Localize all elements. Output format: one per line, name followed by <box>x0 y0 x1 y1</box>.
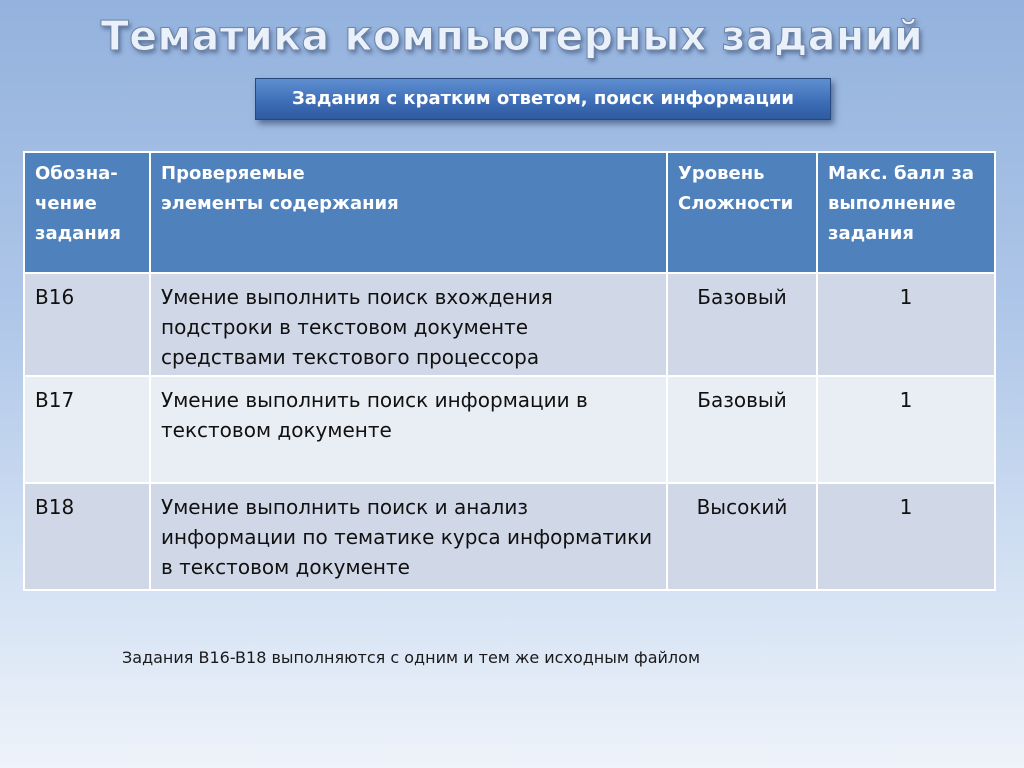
cell-level: Базовый <box>667 273 817 376</box>
table-header-row <box>24 152 995 273</box>
header-content: Проверяемые элементы содержания <box>150 152 667 273</box>
header-task-code: Обозна- чение задания <box>24 152 150 273</box>
footnote: Задания B16-B18 выполняются с одним и тем же исходным файлом <box>122 648 701 667</box>
subtitle-banner: Задания с кратким ответом, поиск информации <box>255 78 831 120</box>
cell-task-code: B16 <box>24 273 150 376</box>
cell-max-score: 1 <box>817 273 995 376</box>
cell-content: Умение выполнить поиск информации в текстовом документе <box>150 376 667 483</box>
cell-max-score: 1 <box>817 483 995 590</box>
cell-task-code: B17 <box>24 376 150 483</box>
table-row <box>24 273 995 376</box>
cell-task-code: B18 <box>24 483 150 590</box>
cell-level: Высокий <box>667 483 817 590</box>
slide-title: Тематика компьютерных заданий <box>100 12 924 60</box>
cell-max-score: 1 <box>817 376 995 483</box>
header-level: Уровень Сложности <box>667 152 817 273</box>
cell-content: Умение выполнить поиск и анализ информации по тематике курса информатики в текстовом документе <box>150 483 667 590</box>
tasks-table <box>23 151 996 591</box>
cell-content: Умение выполнить поиск вхождения подстроки в текстовом документе средствами текстового процессора <box>150 273 667 376</box>
cell-level: Базовый <box>667 376 817 483</box>
table-row <box>24 483 995 590</box>
header-max-score: Макс. балл за выполнение задания <box>817 152 995 273</box>
table-row <box>24 376 995 483</box>
